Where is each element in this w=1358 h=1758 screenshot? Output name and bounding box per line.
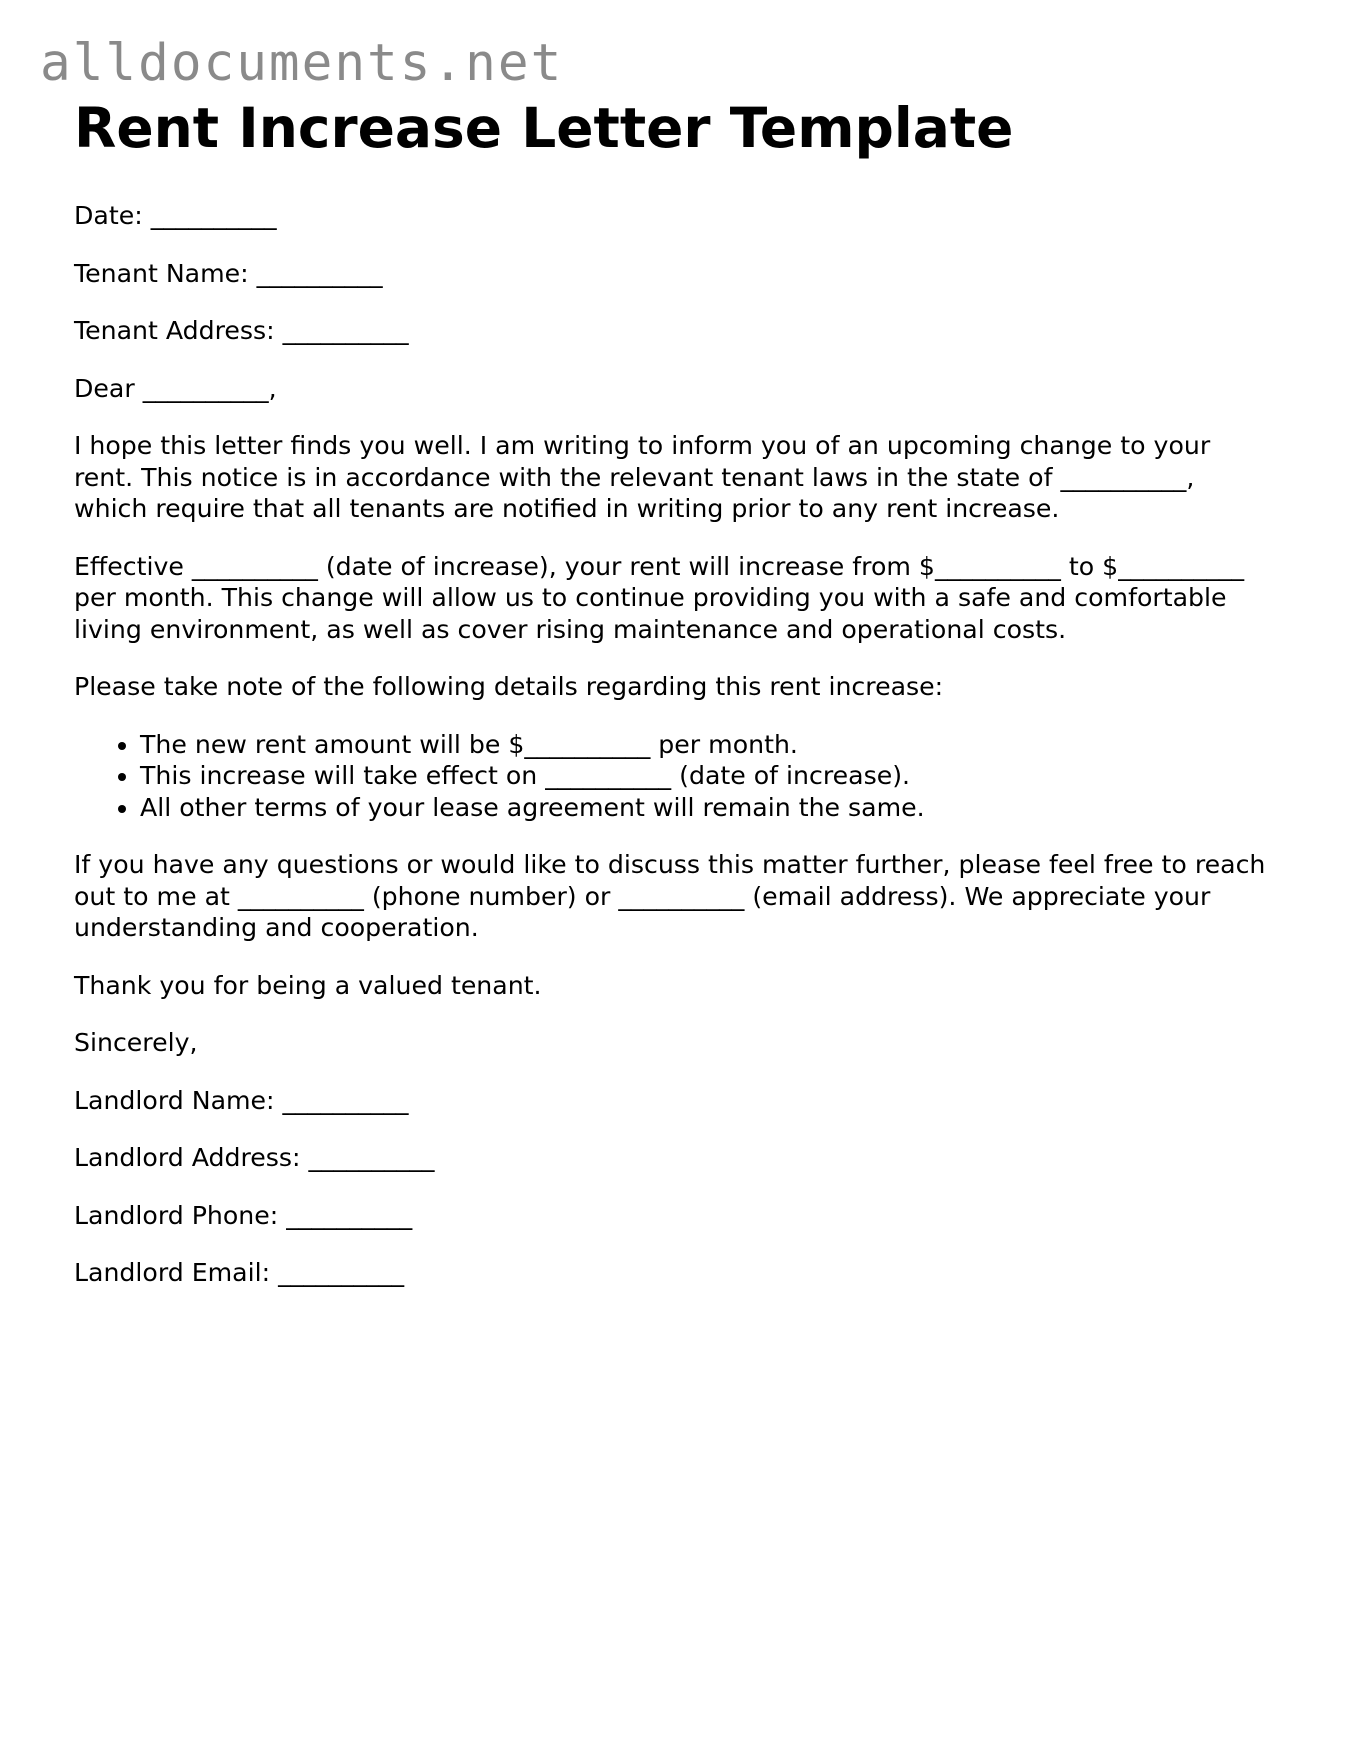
tenant-name-line: Tenant Name: __________ [74, 258, 383, 288]
closing-line: Sincerely, [74, 1028, 198, 1057]
list-item: • This increase will take effect on __________ (date of increase). [140, 760, 1274, 792]
watermark: alldocuments.net [40, 34, 564, 93]
contact-paragraph: If you have any questions or would like to discuss this matter further, please feel free to reach out to me at __________ (phone number) or __________ (email address). We appreciate your understanding and cooperation. [74, 850, 1266, 942]
list-item: • The new rent amount will be $__________ per month. [140, 729, 1274, 761]
landlord-name-line: Landlord Name: __________ [74, 1085, 409, 1115]
list-item: • All other terms of your lease agreement will remain the same. [140, 792, 1274, 824]
landlord-phone-line: Landlord Phone: __________ [74, 1200, 413, 1230]
document-page [74, 92, 1274, 1315]
document-title: Rent Increase Letter Template [74, 96, 1014, 160]
landlord-address-line: Landlord Address: __________ [74, 1143, 435, 1172]
thanks-line: Thank you for being a valued tenant. [74, 970, 542, 1000]
intro-paragraph: I hope this letter finds you well. I am writing to inform you of an upcoming change to your rent. This notice is in accordance with the relevant tenant laws in the state of __________, which require that all tenants are notified in writing prior to any rent increase. [74, 431, 1211, 523]
date-line: Date: __________ [74, 201, 277, 230]
landlord-email-line: Landlord Email: __________ [74, 1258, 405, 1287]
letter-body [74, 200, 1274, 1289]
tenant-address-line: Tenant Address: __________ [74, 316, 409, 345]
salutation: Dear __________, [74, 373, 277, 403]
increase-paragraph: Effective __________ (date of increase), your rent will increase from $__________ to $__________ per month. This change will allow us to continue providing you with a safe and comfortable living environment, as well as cover rising maintenance and operational costs. [74, 551, 1245, 644]
details-list [74, 729, 1274, 824]
details-intro: Please take note of the following details regarding this rent increase: [74, 672, 944, 701]
